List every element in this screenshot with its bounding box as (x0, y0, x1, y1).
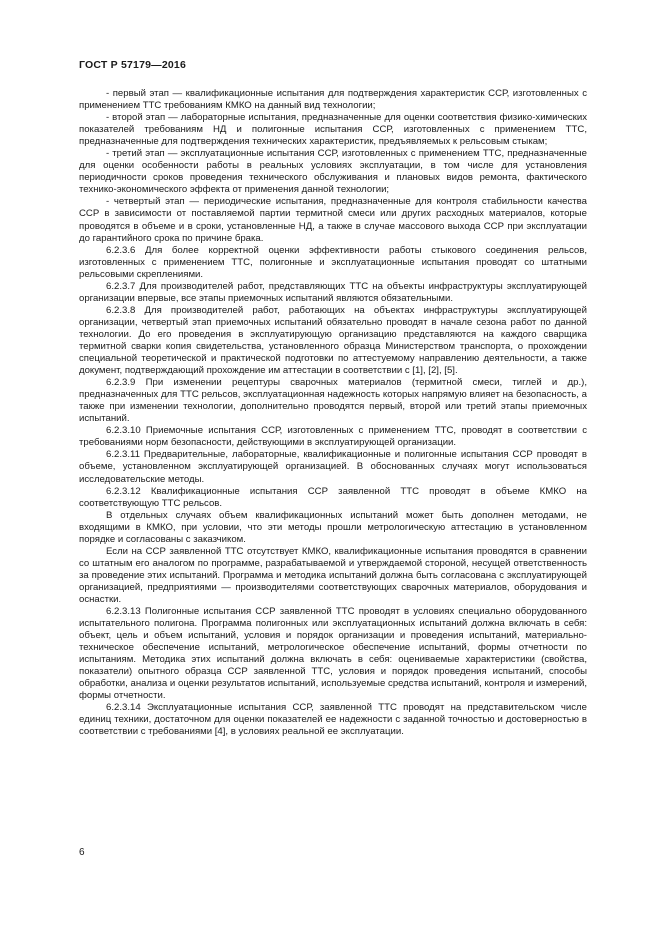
paragraph: В отдельных случаях объем квалификационных испытаний может быть дополнен методами, не входящими в КМКО, при условии, что эти методы прошли метрологическую аттестацию в установленном порядке и согласованы с заказчиком. (79, 509, 587, 545)
paragraph: - третий этап — эксплуатационные испытания ССР, изготовленных с применением ТТС, предназначенные для оценки особенности работы в реальных условиях эксплуатации, в том числе для установления периодичности сроков проведения технического обслуживания и плановых видов ремонта, фактического технико-экономического эффекта от применения данной технологии; (79, 148, 587, 196)
paragraph: Если на ССР заявленной ТТС отсутствует КМКО, квалификационные испытания проводятся в сравнении со штатным его аналогом по программе, разрабатываемой и утверждаемой стороной, несущей ответственность за проведение этих испытаний. Программа и методика испытаний должна быть согласована с эксплуатирующей организацией, предприятиями — производителями соответствующих сварочных материалов, оборудования и оснастки. (79, 545, 587, 605)
paragraph: 6.2.3.13 Полигонные испытания ССР заявленной ТТС проводят в условиях специально оборудованного испытательного полигона. Программа полигонных или эксплуатационных испытаний должна включать в себя: объект, цель и объем испытаний, условия и порядок организации и проведения испытаний, материально-техническое обеспечение испытаний, метрологическое обеспечение испытаний, формы отчетности по испытаниям. Методика этих испытаний должна включать в себя: оцениваемые характеристики (свойства, показатели) опытного образца ССР заявленной ТТС, условия и порядок проведения испытаний, способы обработки, анализа и оценки результатов испытаний, используемые средства испытаний, контроля и измерений, формы отчетности. (79, 606, 587, 702)
paragraph: 6.2.3.14 Эксплуатационные испытания ССР, заявленной ТТС проводят на представительском числе единиц техники, достаточном для оценки показателей ее надежности с заданной точностью и достоверностью в соответствии с требованиями [4], в условиях реальной ее эксплуатации. (79, 702, 587, 738)
paragraph: - второй этап — лабораторные испытания, предназначенные для оценки соответствия физико-химических показателей требованиям НД и полигонные испытания ССР, изготовленных с применением ТТС, предназначенные для подтверждения технических характеристик, предъявляемых к рельсовым стыкам; (79, 112, 587, 148)
paragraph: - четвертый этап — периодические испытания, предназначенные для контроля стабильности качества ССР в зависимости от поставляемой партии термитной смеси или других расходных материалов, которые проводятся в объеме и в сроки, установленные НД, а также в случае массового выхода ССР при эксплуатации до гарантийного срока по причине брака. (79, 196, 587, 244)
paragraph: 6.2.3.12 Квалификационные испытания ССР заявленной ТТС проводят в объеме КМКО на соответствующую ТТС рельсов. (79, 485, 587, 509)
paragraph: 6.2.3.11 Предварительные, лабораторные, квалификационные и полигонные испытания ССР проводят в объеме, установленном эксплуатирующей организацией. В обоснованных случаях могут использоваться исследовательские методы. (79, 449, 587, 485)
paragraph: 6.2.3.10 Приемочные испытания ССР, изготовленных с применением ТТС, проводят в соответствии с требованиями норм безопасности, действующими в эксплуатирующей организации. (79, 425, 587, 449)
paragraph: 6.2.3.9 При изменении рецептуры сварочных материалов (термитной смеси, тиглей и др.), предназначенных для ТТС рельсов, эксплуатационная надежность которых напрямую влияет на безопасность, а также при изменении технологии, дополнительно проводятся первый, второй или третий этапы приемочных испытаний. (79, 377, 587, 425)
document-header: ГОСТ Р 57179—2016 (79, 59, 187, 71)
paragraph: 6.2.3.7 Для производителей работ, представляющих ТТС на объекты инфраструктуры эксплуатирующей организации впервые, все этапы приемочных испытаний являются обязательными. (79, 280, 587, 304)
paragraph: 6.2.3.6 Для более корректной оценки эффективности работы стыкового соединения рельсов, изготовленных с применением ТТС, полигонные и эксплуатационные испытания проводят со штатными рельсовыми скреплениями. (79, 244, 587, 280)
paragraph: - первый этап — квалификационные испытания для подтверждения характеристик ССР, изготовленных с применением ТТС требованиям КМКО на данный вид технологии; (79, 88, 587, 112)
page-number: 6 (79, 847, 85, 858)
paragraph: 6.2.3.8 Для производителей работ, работающих на объектах инфраструктуры эксплуатирующей организации, четвертый этап приемочных испытаний обязательно проводят в начале сезона работ по данной технологии. До его проведения в эксплуатирующую организацию представляются на каждого сварщика термитной сварки копия свидетельства, установленного образца Министерством транспорта, о прохождении специальной теоретической и практической подготовки по аттестуемому направлению деятельности, а также документ, подтверждающий прохождение им аттестации в соответствии с [1], [2], [5]. (79, 304, 587, 377)
document-body (79, 88, 587, 739)
